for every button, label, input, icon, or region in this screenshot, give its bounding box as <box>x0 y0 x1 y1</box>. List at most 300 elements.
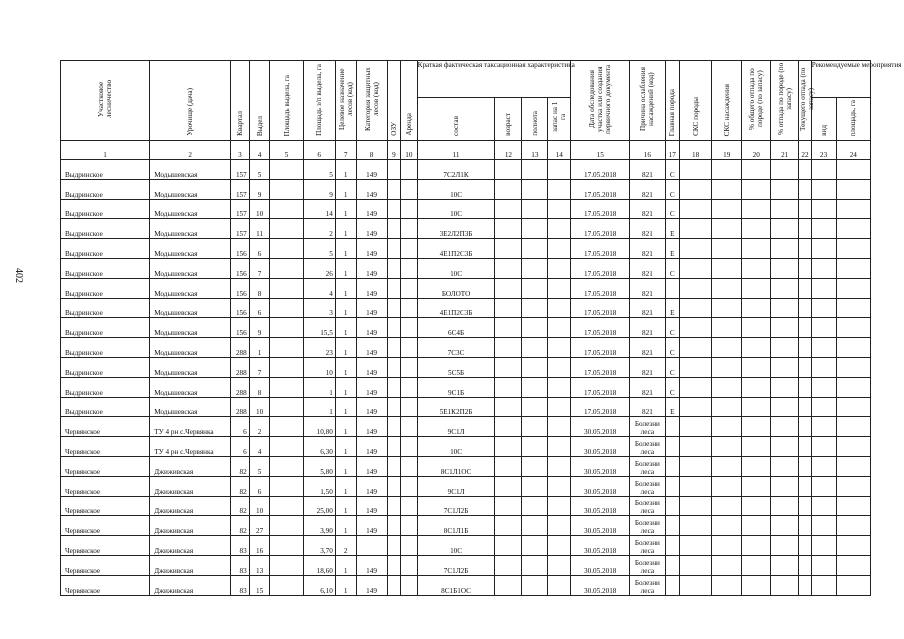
cell-empty <box>799 397 811 417</box>
col-number: 24 <box>836 141 870 160</box>
cell-ur: Джиживская <box>150 476 231 496</box>
cell-les: Червянское <box>61 575 150 595</box>
col-header-1: Участковое лесничество <box>61 61 150 141</box>
cell-empty <box>811 338 836 358</box>
cell-gp: С <box>665 338 680 358</box>
cell-sost: 7С3С <box>417 338 495 358</box>
cell-empty <box>522 377 548 397</box>
cell-kv: 82 <box>231 476 250 496</box>
col-number: 20 <box>742 141 771 160</box>
cell-empty <box>811 160 836 180</box>
cell-empty <box>387 377 400 397</box>
cell-empty <box>742 199 771 219</box>
col-header-19: СКС насаждения <box>712 61 742 141</box>
cell-les: Выдринское <box>61 377 150 397</box>
cell-empty <box>712 536 742 556</box>
col-header-14: запас на 1 га <box>548 98 571 141</box>
cell-empty <box>836 516 870 536</box>
cell-empty <box>742 160 771 180</box>
cell-empty <box>401 417 418 437</box>
cell-empty <box>742 397 771 417</box>
cell-empty <box>522 357 548 377</box>
cell-date: 17.05.2018 <box>571 179 630 199</box>
cell-kv: 157 <box>231 179 250 199</box>
cell-empty <box>742 179 771 199</box>
cell-ur: Модышевская <box>150 239 231 259</box>
cell-empty <box>270 160 303 180</box>
cell-vd: 9 <box>249 318 270 338</box>
cell-empty <box>680 377 712 397</box>
cell-pl: 15,5 <box>303 318 335 338</box>
cell-pr: Болезни леса <box>630 555 665 575</box>
cell-empty <box>387 239 400 259</box>
cell-vd: 6 <box>249 239 270 259</box>
cell-empty <box>495 318 522 338</box>
cell-empty <box>811 239 836 259</box>
cell-pl: 5 <box>303 239 335 259</box>
cell-kz: 149 <box>356 397 387 417</box>
cell-empty <box>270 516 303 536</box>
cell-pl: 4 <box>303 278 335 298</box>
cell-date: 17.05.2018 <box>571 278 630 298</box>
cell-date: 30.05.2018 <box>571 516 630 536</box>
cell-sost: 6С4Б <box>417 318 495 338</box>
cell-cn: 2 <box>335 536 356 556</box>
cell-empty <box>548 496 571 516</box>
cell-empty <box>811 417 836 437</box>
table-row <box>61 338 871 358</box>
cell-empty <box>387 199 400 219</box>
cell-empty <box>799 160 811 180</box>
cell-empty <box>401 476 418 496</box>
cell-empty <box>548 476 571 496</box>
cell-pl: 3,90 <box>303 516 335 536</box>
cell-empty <box>742 377 771 397</box>
col-header-12: возраст <box>495 98 522 141</box>
col-number: 13 <box>522 141 548 160</box>
cell-empty <box>387 417 400 437</box>
cell-empty <box>712 575 742 595</box>
col-header-6: Площадь з/п выдела, га <box>303 61 335 141</box>
cell-sost: 7С1Л2Б <box>417 555 495 575</box>
cell-pl: 9 <box>303 179 335 199</box>
cell-empty <box>548 397 571 417</box>
cell-pr: 821 <box>630 318 665 338</box>
cell-empty <box>387 258 400 278</box>
cell-ur: Джиживская <box>150 536 231 556</box>
cell-ur: Модышевская <box>150 298 231 318</box>
cell-empty <box>742 338 771 358</box>
cell-sost: 7С2Л1К <box>417 160 495 180</box>
cell-empty <box>836 456 870 476</box>
col-number: 2 <box>150 141 231 160</box>
cell-empty <box>270 318 303 338</box>
cell-empty <box>522 575 548 595</box>
cell-kz: 149 <box>356 575 387 595</box>
cell-empty <box>548 258 571 278</box>
cell-gp: С <box>665 318 680 338</box>
cell-empty <box>771 219 799 239</box>
col-header-22: Текущего отпада (по запасу) <box>799 61 811 141</box>
col-group-measures: Рекомендуемые мероприятия <box>811 61 870 98</box>
cell-empty <box>811 516 836 536</box>
page-number: 402 <box>13 268 24 283</box>
col-number: 7 <box>335 141 356 160</box>
cell-empty <box>680 338 712 358</box>
cell-empty <box>811 298 836 318</box>
cell-empty <box>522 476 548 496</box>
cell-gp <box>665 437 680 457</box>
cell-empty <box>495 417 522 437</box>
cell-empty <box>548 199 571 219</box>
cell-empty <box>680 456 712 476</box>
cell-empty <box>522 397 548 417</box>
cell-empty <box>401 258 418 278</box>
cell-empty <box>836 338 870 358</box>
table-row <box>61 199 871 219</box>
cell-empty <box>799 318 811 338</box>
cell-empty <box>811 278 836 298</box>
cell-empty <box>680 536 712 556</box>
cell-empty <box>522 536 548 556</box>
cell-ur: ТУ 4 рн с.Червянка <box>150 417 231 437</box>
cell-pr: Болезни леса <box>630 417 665 437</box>
cell-gp <box>665 456 680 476</box>
cell-pl: 2 <box>303 219 335 239</box>
cell-empty <box>522 160 548 180</box>
cell-empty <box>548 575 571 595</box>
cell-vd: 13 <box>249 555 270 575</box>
cell-cn: 1 <box>335 258 356 278</box>
cell-empty <box>811 536 836 556</box>
cell-empty <box>712 199 742 219</box>
cell-empty <box>270 179 303 199</box>
cell-cn: 1 <box>335 496 356 516</box>
cell-empty <box>401 160 418 180</box>
cell-empty <box>771 437 799 457</box>
cell-date: 30.05.2018 <box>571 555 630 575</box>
col-number: 1 <box>61 141 150 160</box>
cell-empty <box>836 536 870 556</box>
cell-empty <box>495 555 522 575</box>
cell-empty <box>799 575 811 595</box>
cell-vd: 15 <box>249 575 270 595</box>
cell-les: Выдринское <box>61 239 150 259</box>
cell-kv: 83 <box>231 536 250 556</box>
cell-empty <box>495 536 522 556</box>
cell-empty <box>401 437 418 457</box>
cell-kz: 149 <box>356 318 387 338</box>
cell-kv: 288 <box>231 357 250 377</box>
cell-pr: 821 <box>630 258 665 278</box>
cell-empty <box>799 516 811 536</box>
cell-les: Выдринское <box>61 179 150 199</box>
col-header-15: Дата обследования участка или создания первичного документа <box>571 61 630 141</box>
cell-empty <box>799 476 811 496</box>
cell-sost: 10С <box>417 258 495 278</box>
col-group-taxation: Краткая фактическая таксационная характеристика <box>417 61 570 98</box>
cell-empty <box>522 516 548 536</box>
cell-empty <box>387 555 400 575</box>
cell-empty <box>495 160 522 180</box>
cell-empty <box>548 377 571 397</box>
col-header-21: % отпада по породе (по запасу) <box>771 61 799 141</box>
table-row <box>61 318 871 338</box>
cell-empty <box>712 179 742 199</box>
cell-les: Червянское <box>61 417 150 437</box>
cell-kv: 82 <box>231 456 250 476</box>
table-row <box>61 278 871 298</box>
cell-pl: 18,60 <box>303 555 335 575</box>
cell-cn: 1 <box>335 219 356 239</box>
col-header-7: Целевое назначение лесов (код) <box>335 61 356 141</box>
col-header-20: % общего отпада по породе (по запасу) <box>742 61 771 141</box>
cell-empty <box>771 258 799 278</box>
cell-empty <box>712 318 742 338</box>
cell-empty <box>401 536 418 556</box>
cell-empty <box>799 456 811 476</box>
cell-pr: 821 <box>630 239 665 259</box>
col-number: 3 <box>231 141 250 160</box>
cell-empty <box>522 496 548 516</box>
cell-sost: 5Е1К2П2Б <box>417 397 495 417</box>
cell-pl: 3,70 <box>303 536 335 556</box>
cell-sost: 4Е1П2С3Б <box>417 239 495 259</box>
col-header-24: площадь, га <box>836 98 870 141</box>
cell-empty <box>495 575 522 595</box>
cell-pl: 6,30 <box>303 437 335 457</box>
col-header-4: Выдел <box>249 61 270 141</box>
cell-kz <box>356 536 387 556</box>
cell-empty <box>680 437 712 457</box>
cell-empty <box>270 278 303 298</box>
cell-date: 17.05.2018 <box>571 239 630 259</box>
table-row <box>61 160 871 180</box>
table-row <box>61 496 871 516</box>
cell-sost: 10С <box>417 179 495 199</box>
cell-sost: 4Е1П2С3Б <box>417 298 495 318</box>
cell-ur: Модышевская <box>150 338 231 358</box>
cell-empty <box>401 199 418 219</box>
cell-empty <box>270 377 303 397</box>
cell-empty <box>771 536 799 556</box>
cell-empty <box>712 239 742 259</box>
cell-empty <box>836 417 870 437</box>
cell-pl: 6,10 <box>303 575 335 595</box>
cell-empty <box>742 456 771 476</box>
cell-pr: Болезни леса <box>630 476 665 496</box>
cell-empty <box>712 377 742 397</box>
cell-empty <box>742 555 771 575</box>
cell-empty <box>712 476 742 496</box>
cell-empty <box>495 179 522 199</box>
cell-les: Червянское <box>61 555 150 575</box>
cell-empty <box>522 555 548 575</box>
cell-empty <box>495 377 522 397</box>
cell-empty <box>680 496 712 516</box>
cell-kz: 149 <box>356 377 387 397</box>
cell-empty <box>811 258 836 278</box>
cell-empty <box>742 516 771 536</box>
cell-empty <box>680 160 712 180</box>
cell-empty <box>680 258 712 278</box>
cell-empty <box>771 338 799 358</box>
cell-vd: 10 <box>249 199 270 219</box>
cell-empty <box>799 417 811 437</box>
cell-gp: С <box>665 160 680 180</box>
cell-date: 17.05.2018 <box>571 397 630 417</box>
cell-kz: 149 <box>356 199 387 219</box>
cell-empty <box>270 357 303 377</box>
cell-empty <box>495 456 522 476</box>
cell-empty <box>522 199 548 219</box>
cell-empty <box>495 357 522 377</box>
cell-pr: Болезни леса <box>630 456 665 476</box>
cell-empty <box>495 516 522 536</box>
cell-empty <box>811 397 836 417</box>
cell-kz: 149 <box>356 555 387 575</box>
cell-empty <box>742 575 771 595</box>
col-header-23: вид <box>811 98 836 141</box>
cell-kz: 149 <box>356 298 387 318</box>
cell-empty <box>712 397 742 417</box>
cell-empty <box>680 219 712 239</box>
cell-empty <box>811 575 836 595</box>
cell-empty <box>387 437 400 457</box>
cell-kv: 157 <box>231 199 250 219</box>
cell-empty <box>548 555 571 575</box>
cell-pl: 23 <box>303 338 335 358</box>
cell-date: 17.05.2018 <box>571 377 630 397</box>
cell-empty <box>836 278 870 298</box>
cell-gp <box>665 516 680 536</box>
table-row <box>61 397 871 417</box>
table-row <box>61 377 871 397</box>
cell-pr: Болезни леса <box>630 437 665 457</box>
col-header-5: Площадь выдела, га <box>270 61 303 141</box>
cell-empty <box>548 338 571 358</box>
header-row <box>61 61 871 98</box>
cell-empty <box>680 516 712 536</box>
table-row <box>61 536 871 556</box>
cell-empty <box>548 219 571 239</box>
cell-empty <box>742 357 771 377</box>
cell-empty <box>811 437 836 457</box>
cell-sost: 9С1Б <box>417 377 495 397</box>
cell-empty <box>799 437 811 457</box>
cell-kz: 149 <box>356 437 387 457</box>
cell-pr: 821 <box>630 219 665 239</box>
cell-empty <box>522 437 548 457</box>
cell-empty <box>811 496 836 516</box>
cell-empty <box>548 536 571 556</box>
col-number: 16 <box>630 141 665 160</box>
cell-empty <box>270 417 303 437</box>
cell-empty <box>799 536 811 556</box>
cell-empty <box>811 476 836 496</box>
cell-pr: Болезни леса <box>630 496 665 516</box>
cell-empty <box>680 199 712 219</box>
cell-empty <box>742 437 771 457</box>
table-row <box>61 456 871 476</box>
cell-kz: 149 <box>356 456 387 476</box>
cell-empty <box>811 555 836 575</box>
table-row <box>61 417 871 437</box>
cell-vd: 6 <box>249 298 270 318</box>
col-number: 5 <box>270 141 303 160</box>
cell-gp <box>665 278 680 298</box>
cell-empty <box>401 555 418 575</box>
cell-cn: 1 <box>335 199 356 219</box>
cell-empty <box>522 179 548 199</box>
cell-kv: 156 <box>231 298 250 318</box>
cell-empty <box>548 179 571 199</box>
cell-pl: 14 <box>303 199 335 219</box>
col-number: 4 <box>249 141 270 160</box>
cell-empty <box>742 417 771 437</box>
column-number-row <box>61 141 871 160</box>
cell-date: 17.05.2018 <box>571 338 630 358</box>
cell-kv: 156 <box>231 318 250 338</box>
cell-empty <box>495 239 522 259</box>
cell-empty <box>799 555 811 575</box>
cell-sost: 8С1Л1Б <box>417 516 495 536</box>
col-number: 19 <box>712 141 742 160</box>
table-row <box>61 437 871 457</box>
cell-empty <box>771 160 799 180</box>
cell-empty <box>771 575 799 595</box>
cell-les: Выдринское <box>61 278 150 298</box>
cell-empty <box>771 397 799 417</box>
cell-les: Выдринское <box>61 318 150 338</box>
cell-empty <box>680 575 712 595</box>
cell-empty <box>522 456 548 476</box>
cell-empty <box>712 338 742 358</box>
cell-pr: 821 <box>630 338 665 358</box>
cell-empty <box>270 298 303 318</box>
cell-vd: 5 <box>249 456 270 476</box>
cell-empty <box>401 298 418 318</box>
cell-gp <box>665 575 680 595</box>
cell-empty <box>771 496 799 516</box>
cell-empty <box>387 298 400 318</box>
cell-empty <box>799 357 811 377</box>
col-number: 23 <box>811 141 836 160</box>
cell-empty <box>495 397 522 417</box>
cell-empty <box>548 437 571 457</box>
table-row <box>61 575 871 595</box>
cell-cn: 1 <box>335 278 356 298</box>
cell-empty <box>742 239 771 259</box>
cell-sost: 8С1Б1ОС <box>417 575 495 595</box>
cell-gp: С <box>665 199 680 219</box>
cell-ur: Модышевская <box>150 357 231 377</box>
cell-kv: 83 <box>231 575 250 595</box>
cell-empty <box>771 417 799 437</box>
cell-empty <box>548 278 571 298</box>
cell-kz: 149 <box>356 278 387 298</box>
cell-vd: 4 <box>249 437 270 457</box>
col-number: 12 <box>495 141 522 160</box>
cell-empty <box>270 555 303 575</box>
cell-empty <box>270 476 303 496</box>
cell-empty <box>495 437 522 457</box>
cell-pr: 821 <box>630 397 665 417</box>
cell-empty <box>401 456 418 476</box>
cell-kz: 149 <box>356 219 387 239</box>
cell-pl: 1 <box>303 377 335 397</box>
cell-pl: 25,00 <box>303 496 335 516</box>
